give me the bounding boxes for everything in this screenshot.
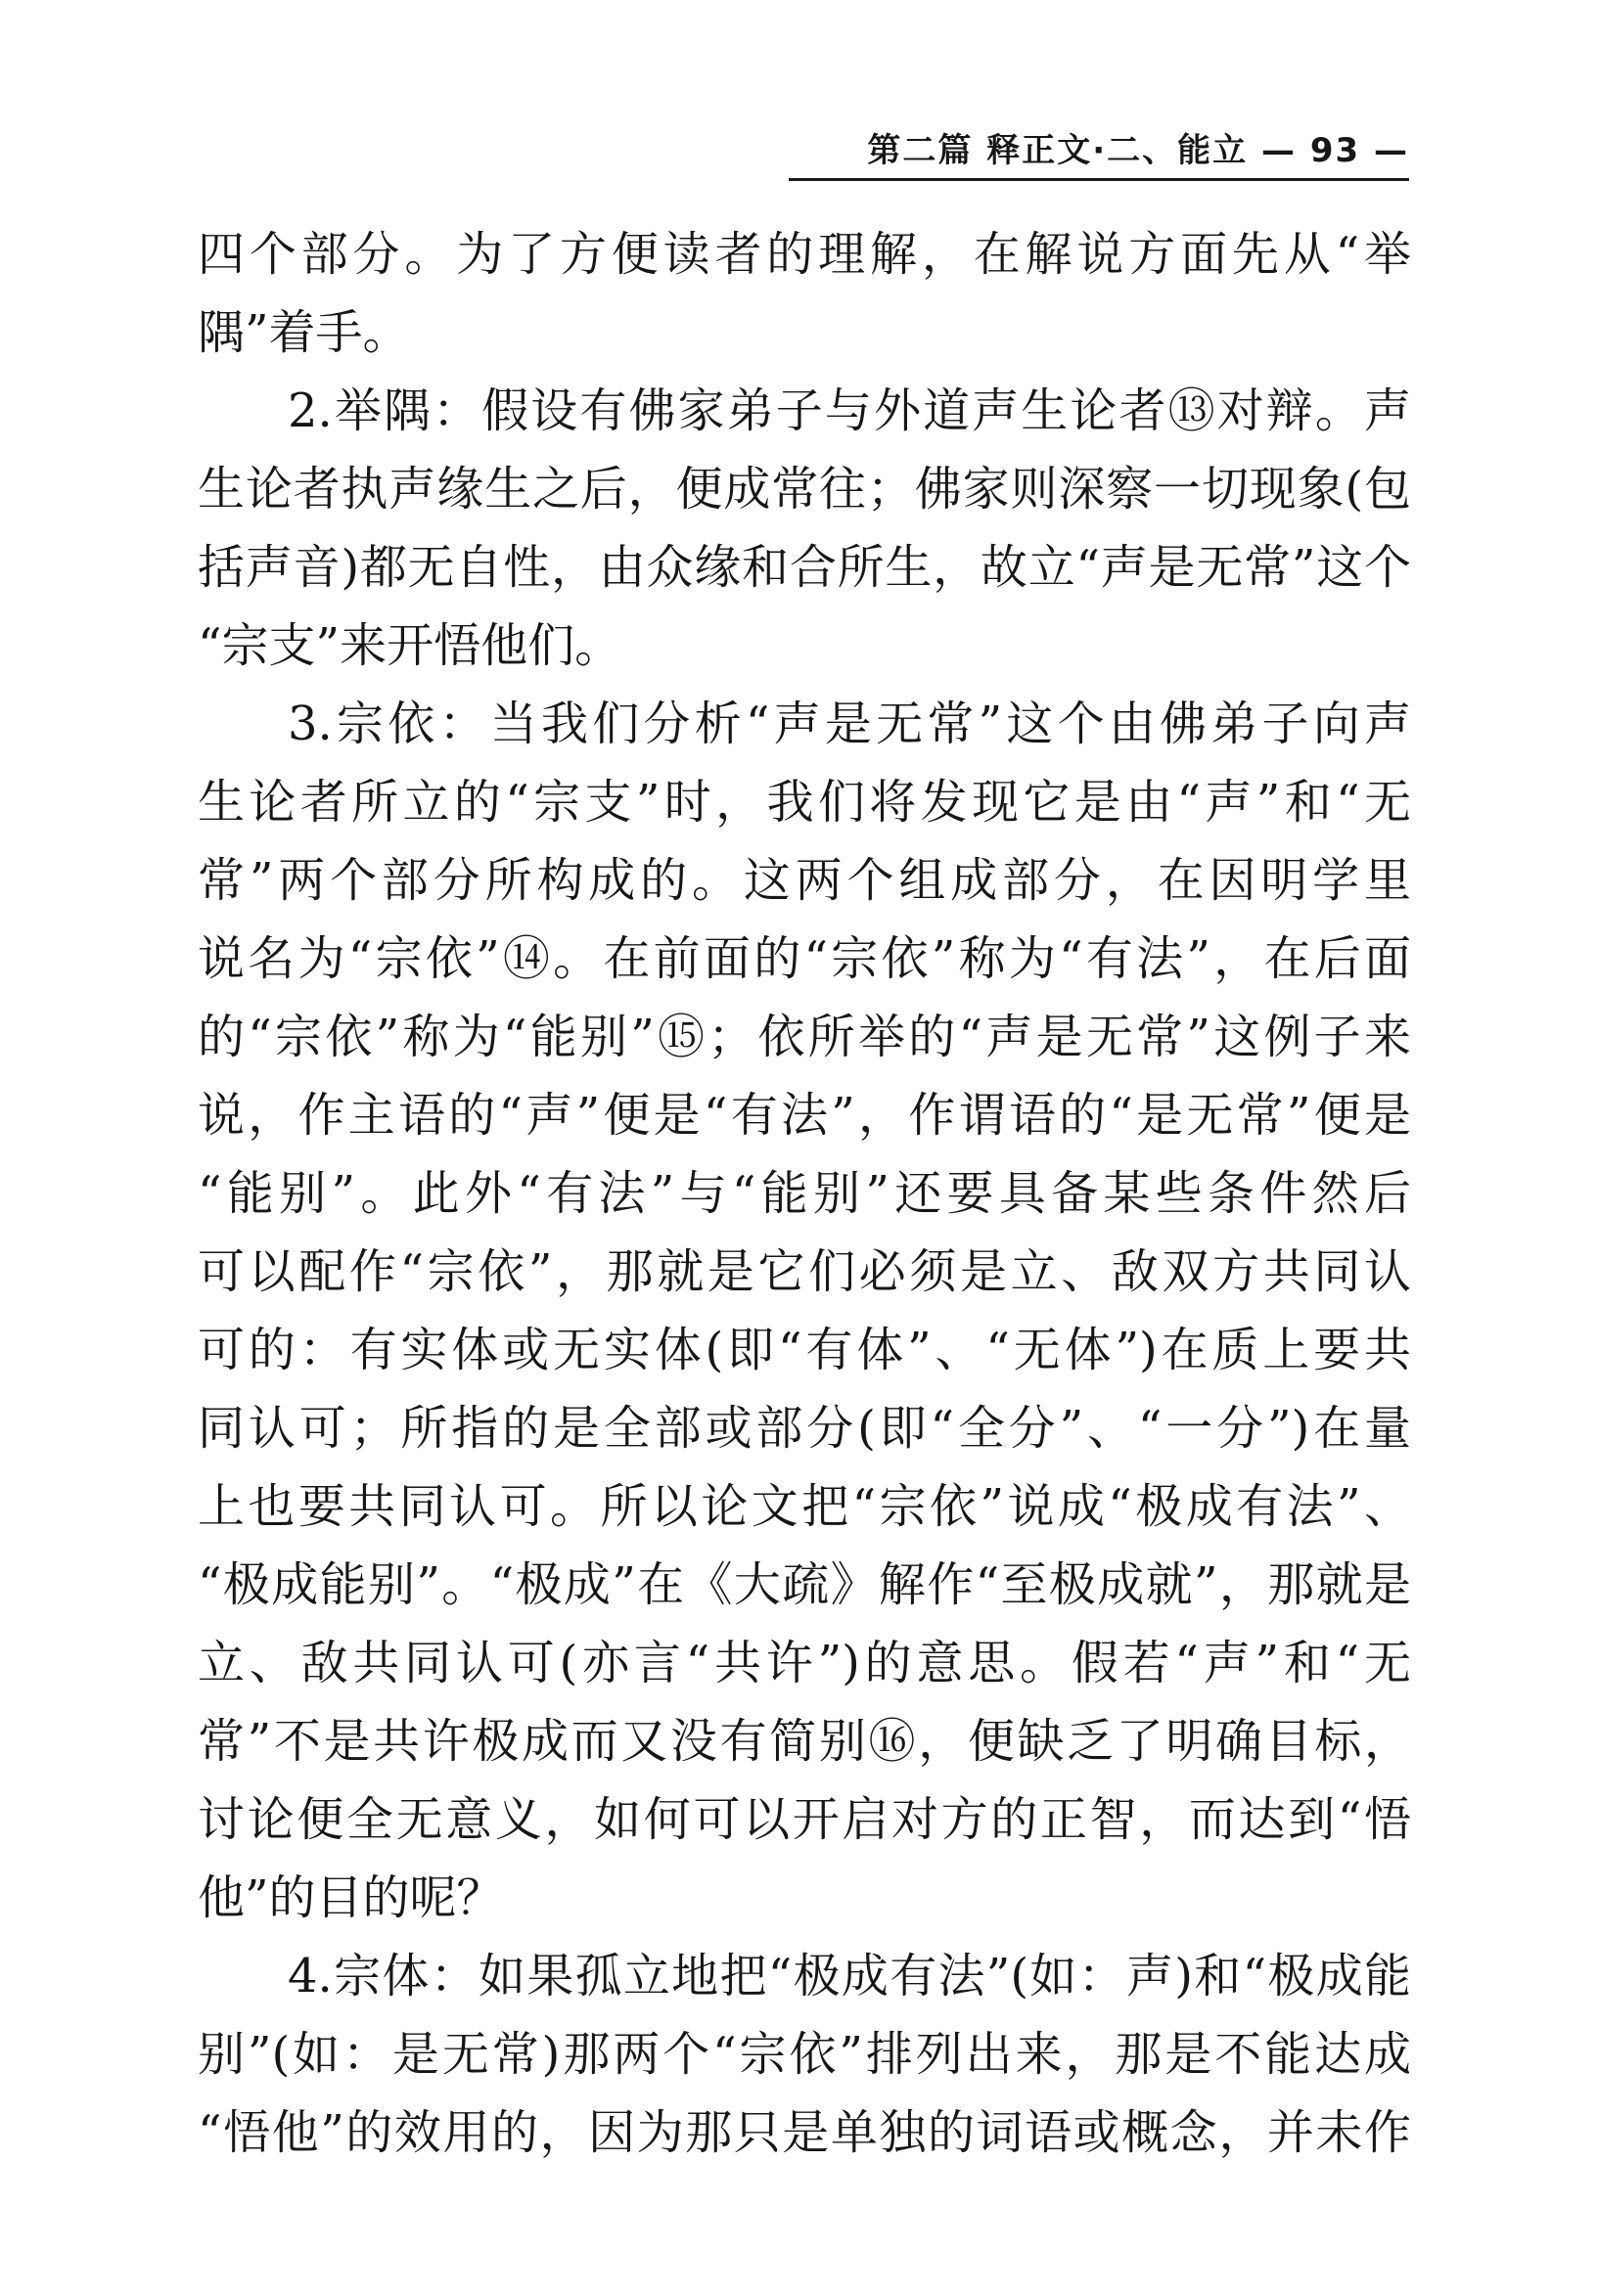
text-line: 4.宗体：如果孤立地把“极成有法”(如：声)和“极成能: [288, 1949, 1411, 2003]
running-header: 第二篇 释正文·二、能立 — 93 —: [867, 131, 1409, 170]
text-line: 括声音)都无自性，由众缘和合所生，故立“声是无常”这个: [198, 540, 1411, 595]
text-line: 他”的目的呢？: [198, 1870, 504, 1925]
body-text: [198, 215, 1411, 2172]
text-line: 可以配作“宗依”，那就是它们必须是立、敌双方共同认: [198, 1244, 1411, 1299]
text-line: “极成能别”。“极成”在《大疏》解作“至极成就”，那就是: [198, 1557, 1411, 1612]
text-line: 常”两个部分所构成的。这两个组成部分，在因明学里: [198, 853, 1411, 908]
text-line: 同认可；所指的是全部或部分(即“全分”、“一分”)在量: [198, 1401, 1411, 1456]
text-line: 生论者所立的“宗支”时，我们将发现它是由“声”和“无: [198, 775, 1411, 830]
text-line: 的“宗依”称为“能别”⑮；依所举的“声是无常”这例子来: [198, 1010, 1411, 1064]
text-line: 可的：有实体或无实体(即“有体”、“无体”)在质上要共: [198, 1323, 1411, 1377]
text-line: 3.宗依：当我们分析“声是无常”这个由佛弟子向声: [288, 697, 1411, 751]
text-line: 说名为“宗依”⑭。在前面的“宗依”称为“有法”，在后面: [198, 931, 1411, 986]
text-line: 隅”着手。: [198, 305, 410, 360]
text-line: “悟他”的效用的，因为那只是单独的词语或概念，并未作: [198, 2105, 1411, 2160]
text-line: 2.举隅：假设有佛家弟子与外道声生论者⑬对辩。声: [288, 383, 1411, 438]
text-line: 别”(如：是无常)那两个“宗依”排列出来，那是不能达成: [198, 2027, 1411, 2082]
text-line: 四个部分。为了方便读者的理解，在解说方面先从“举: [198, 227, 1411, 282]
text-line: “宗支”来开悟他们。: [198, 618, 622, 673]
text-line: 立、敌共同认可(亦言“共许”)的意思。假若“声”和“无: [198, 1636, 1411, 1690]
text-line: “能别”。此外“有法”与“能别”还要具备某些条件然后: [198, 1166, 1411, 1221]
text-line: 生论者执声缘生之后，便成常往；佛家则深察一切现象(包: [198, 462, 1411, 517]
text-line: 说，作主语的“声”便是“有法”，作谓语的“是无常”便是: [198, 1088, 1411, 1143]
text-line: 讨论便全无意义，如何可以开启对方的正智，而达到“悟: [198, 1792, 1411, 1847]
text-line: 常”不是共许极成而又没有简别⑯，便缺乏了明确目标，: [198, 1714, 1411, 1769]
text-line: 上也要共同认可。所以论文把“宗依”说成“极成有法”、: [198, 1479, 1411, 1534]
header-rule: [789, 178, 1409, 181]
